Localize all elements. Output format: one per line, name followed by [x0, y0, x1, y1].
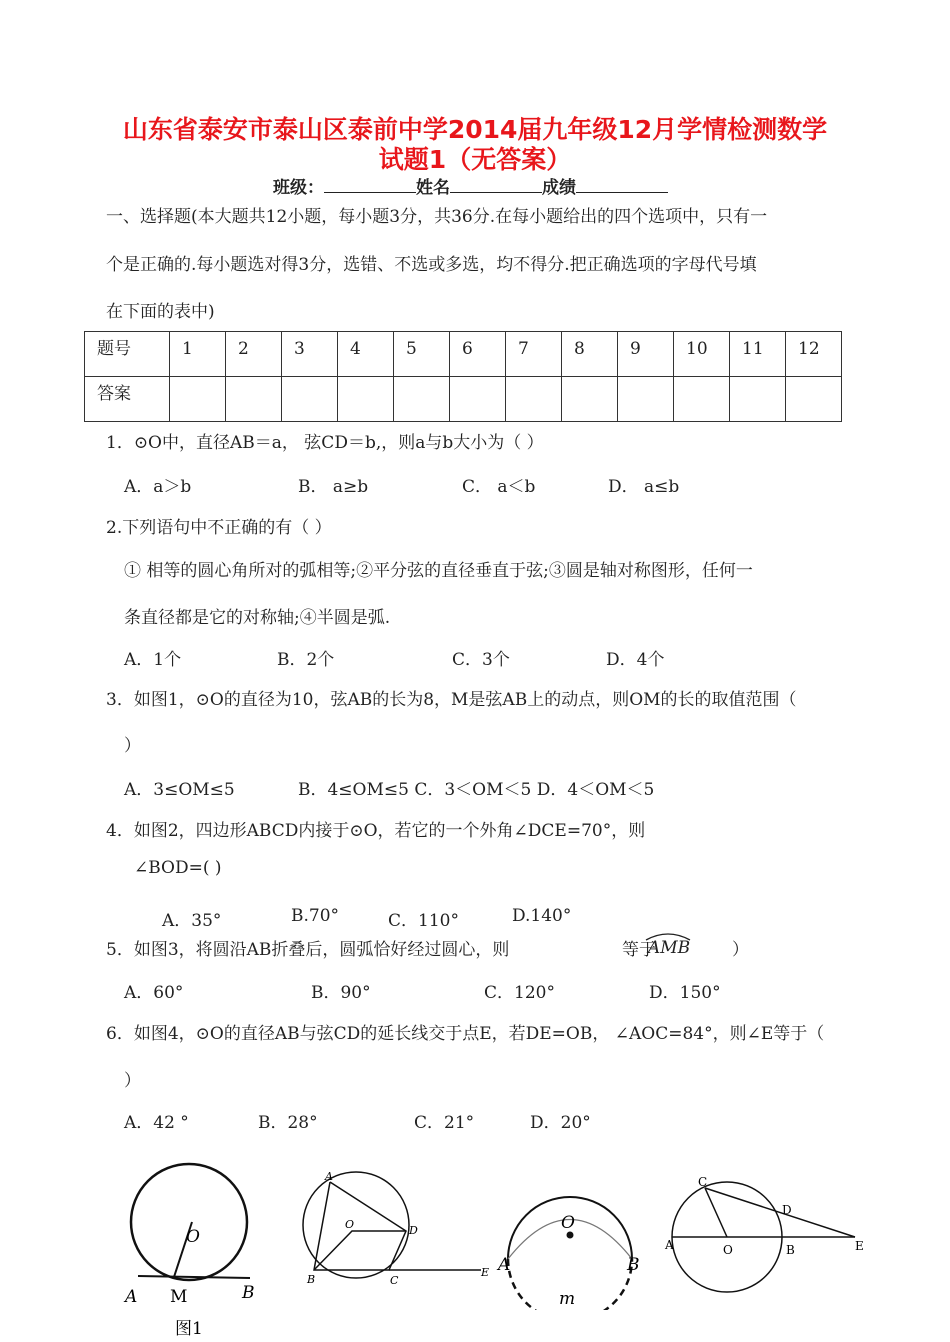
q2-option-b: B．2个	[277, 650, 335, 670]
fig4-label-o: O	[723, 1243, 733, 1257]
q3-option-bcd: B．4≤OM≤5 C．3＜OM＜5 D．4＜OM＜5	[298, 780, 655, 800]
q1-stem: 1．⊙O中，直径AB＝a， 弦CD＝b,，则a与b大小为（ ）	[106, 433, 544, 453]
figure-4	[660, 1168, 875, 1308]
answer-cell[interactable]	[618, 377, 674, 422]
fig4-label-a: A	[665, 1238, 674, 1252]
table-cell: 2	[226, 332, 282, 377]
q2-line2: 条直径都是它的对称轴;④半圆是弧.	[124, 608, 391, 628]
fig1-circle	[131, 1164, 247, 1280]
q5-close: ）	[732, 940, 749, 960]
score-blank	[576, 174, 668, 193]
table-row-numbers	[85, 332, 842, 377]
fig3-label-o: O	[561, 1213, 575, 1233]
answer-cell[interactable]	[282, 377, 338, 422]
table-cell: 12	[786, 332, 842, 377]
fig4-label-e: E	[855, 1239, 864, 1253]
q5-stem: 5．如图3，将圆沿AB折叠后，圆弧恰好经过圆心，则	[106, 940, 510, 960]
table-cell: 11	[730, 332, 786, 377]
fig1-chord-ab	[138, 1276, 250, 1278]
q5-tail: 等于	[622, 940, 656, 960]
figure-2	[295, 1168, 495, 1288]
section1-line3: 在下面的表中)	[106, 302, 215, 322]
q1-option-c: C． a＜b	[462, 477, 536, 497]
q4-cont: ∠BOD=( )	[134, 858, 222, 878]
fig3-label-b: B	[627, 1255, 640, 1275]
name-blank	[450, 174, 542, 193]
table-cell: 9	[618, 332, 674, 377]
fig2-label-a: A	[325, 1170, 333, 1183]
table-cell: 6	[450, 332, 506, 377]
fig1-label-a: A	[125, 1287, 138, 1307]
answer-cell[interactable]	[226, 377, 282, 422]
q3-option-a: A．3≤OM≤5	[124, 780, 235, 800]
fig1-label-b: B	[242, 1283, 255, 1303]
fig2-label-e: E	[481, 1266, 490, 1279]
section1-line2: 个是正确的.每小题选对得3分，选错、不选或多选，均不得分.把正确选项的字母代号填	[106, 255, 757, 275]
fig4-secant-line	[705, 1188, 855, 1237]
table-cell: 8	[562, 332, 618, 377]
table-cell: 4	[338, 332, 394, 377]
fig3-label-a: A	[498, 1255, 511, 1275]
figure-1	[110, 1150, 280, 1342]
q3-stem: 3．如图1，⊙O的直径为10，弦AB的长为8，M是弦AB上的动点，则OM的长的取值范围（	[106, 690, 797, 710]
q4-option-d: D.140°	[512, 906, 572, 926]
answer-cell[interactable]	[450, 377, 506, 422]
row-label-number: 题号	[85, 332, 170, 377]
fig4-radius-oc	[705, 1188, 727, 1237]
answer-cell[interactable]	[170, 377, 226, 422]
fig2-label-d: D	[409, 1224, 418, 1237]
table-cell: 1	[170, 332, 226, 377]
q5-option-c: C．120°	[484, 983, 555, 1003]
q4-option-b: B.70°	[291, 906, 340, 926]
fig3-label-m: m	[559, 1289, 576, 1309]
doc-title-line2: 试题1（无答案）	[378, 145, 572, 174]
answer-cell[interactable]	[730, 377, 786, 422]
student-info-line	[273, 173, 668, 198]
fig1-label-o: O	[186, 1227, 200, 1247]
fig1-caption: 图1	[175, 1319, 203, 1339]
q1-option-d: D． a≤b	[608, 477, 680, 497]
fig4-label-b: B	[786, 1243, 795, 1257]
q2-line1: ① 相等的圆心角所对的弧相等;②平分弦的直径垂直于弦;③圆是轴对称图形，任何一	[124, 561, 753, 581]
table-cell: 10	[674, 332, 730, 377]
class-blank	[324, 174, 416, 193]
q6-option-d: D．20°	[530, 1113, 591, 1133]
table-row-answers	[85, 377, 842, 422]
q1-option-a: A．a＞b	[124, 477, 192, 497]
q5-arc-symbol	[640, 928, 700, 958]
answer-cell[interactable]	[394, 377, 450, 422]
answer-table	[84, 331, 842, 422]
answer-cell[interactable]	[786, 377, 842, 422]
doc-title-line1: 山东省泰安市泰山区泰前中学2014届九年级12月学情检测数学	[122, 115, 828, 144]
q2-option-c: C．3个	[452, 650, 510, 670]
name-label: 姓名	[416, 178, 450, 198]
q2-option-a: A．1个	[124, 650, 182, 670]
q4-option-c: C．110°	[388, 911, 459, 931]
fig2-label-c: C	[390, 1274, 399, 1287]
answer-cell[interactable]	[338, 377, 394, 422]
q4-stem: 4．如图2，四边形ABCD内接于⊙O，若它的一个外角∠DCE=70°，则	[106, 821, 646, 841]
table-cell: 7	[506, 332, 562, 377]
answer-cell[interactable]	[506, 377, 562, 422]
fig4-label-d: D	[782, 1203, 792, 1217]
fig4-label-c: C	[698, 1175, 708, 1189]
table-cell: 5	[394, 332, 450, 377]
fig2-label-b: B	[307, 1273, 316, 1286]
fig1-label-m: M	[170, 1287, 188, 1307]
table-cell: 3	[282, 332, 338, 377]
q6-option-a: A．42 °	[124, 1113, 189, 1133]
q2-option-d: D．4个	[606, 650, 665, 670]
section1-line1: 一、选择题(本大题共12小题，每小题3分，共36分.在每小题给出的四个选项中，只有一	[106, 207, 768, 227]
answer-cell[interactable]	[674, 377, 730, 422]
q6-cont: ）	[124, 1071, 141, 1091]
q5-arc-label: AMB	[648, 938, 691, 958]
q2-stem: 2.下列语句中不正确的有（ ）	[106, 518, 332, 538]
q1-option-b: B． a≥b	[298, 477, 369, 497]
q5-option-b: B．90°	[311, 983, 371, 1003]
figure-3	[495, 1160, 645, 1310]
fig2-label-o: O	[345, 1218, 355, 1231]
q6-stem: 6．如图4，⊙O的直径AB与弦CD的延长线交于点E，若DE=OB， ∠AOC=84°，则∠E等于（	[106, 1024, 825, 1044]
q6-option-c: C．21°	[414, 1113, 475, 1133]
score-label: 成绩	[542, 178, 576, 198]
q4-option-a: A．35°	[162, 911, 222, 931]
q5-option-a: A．60°	[124, 983, 184, 1003]
q6-option-b: B．28°	[258, 1113, 318, 1133]
class-label: 班级：	[273, 178, 324, 198]
answer-cell[interactable]	[562, 377, 618, 422]
row-label-answer: 答案	[85, 377, 170, 422]
q3-cont: ）	[124, 736, 141, 756]
q5-option-d: D．150°	[649, 983, 721, 1003]
